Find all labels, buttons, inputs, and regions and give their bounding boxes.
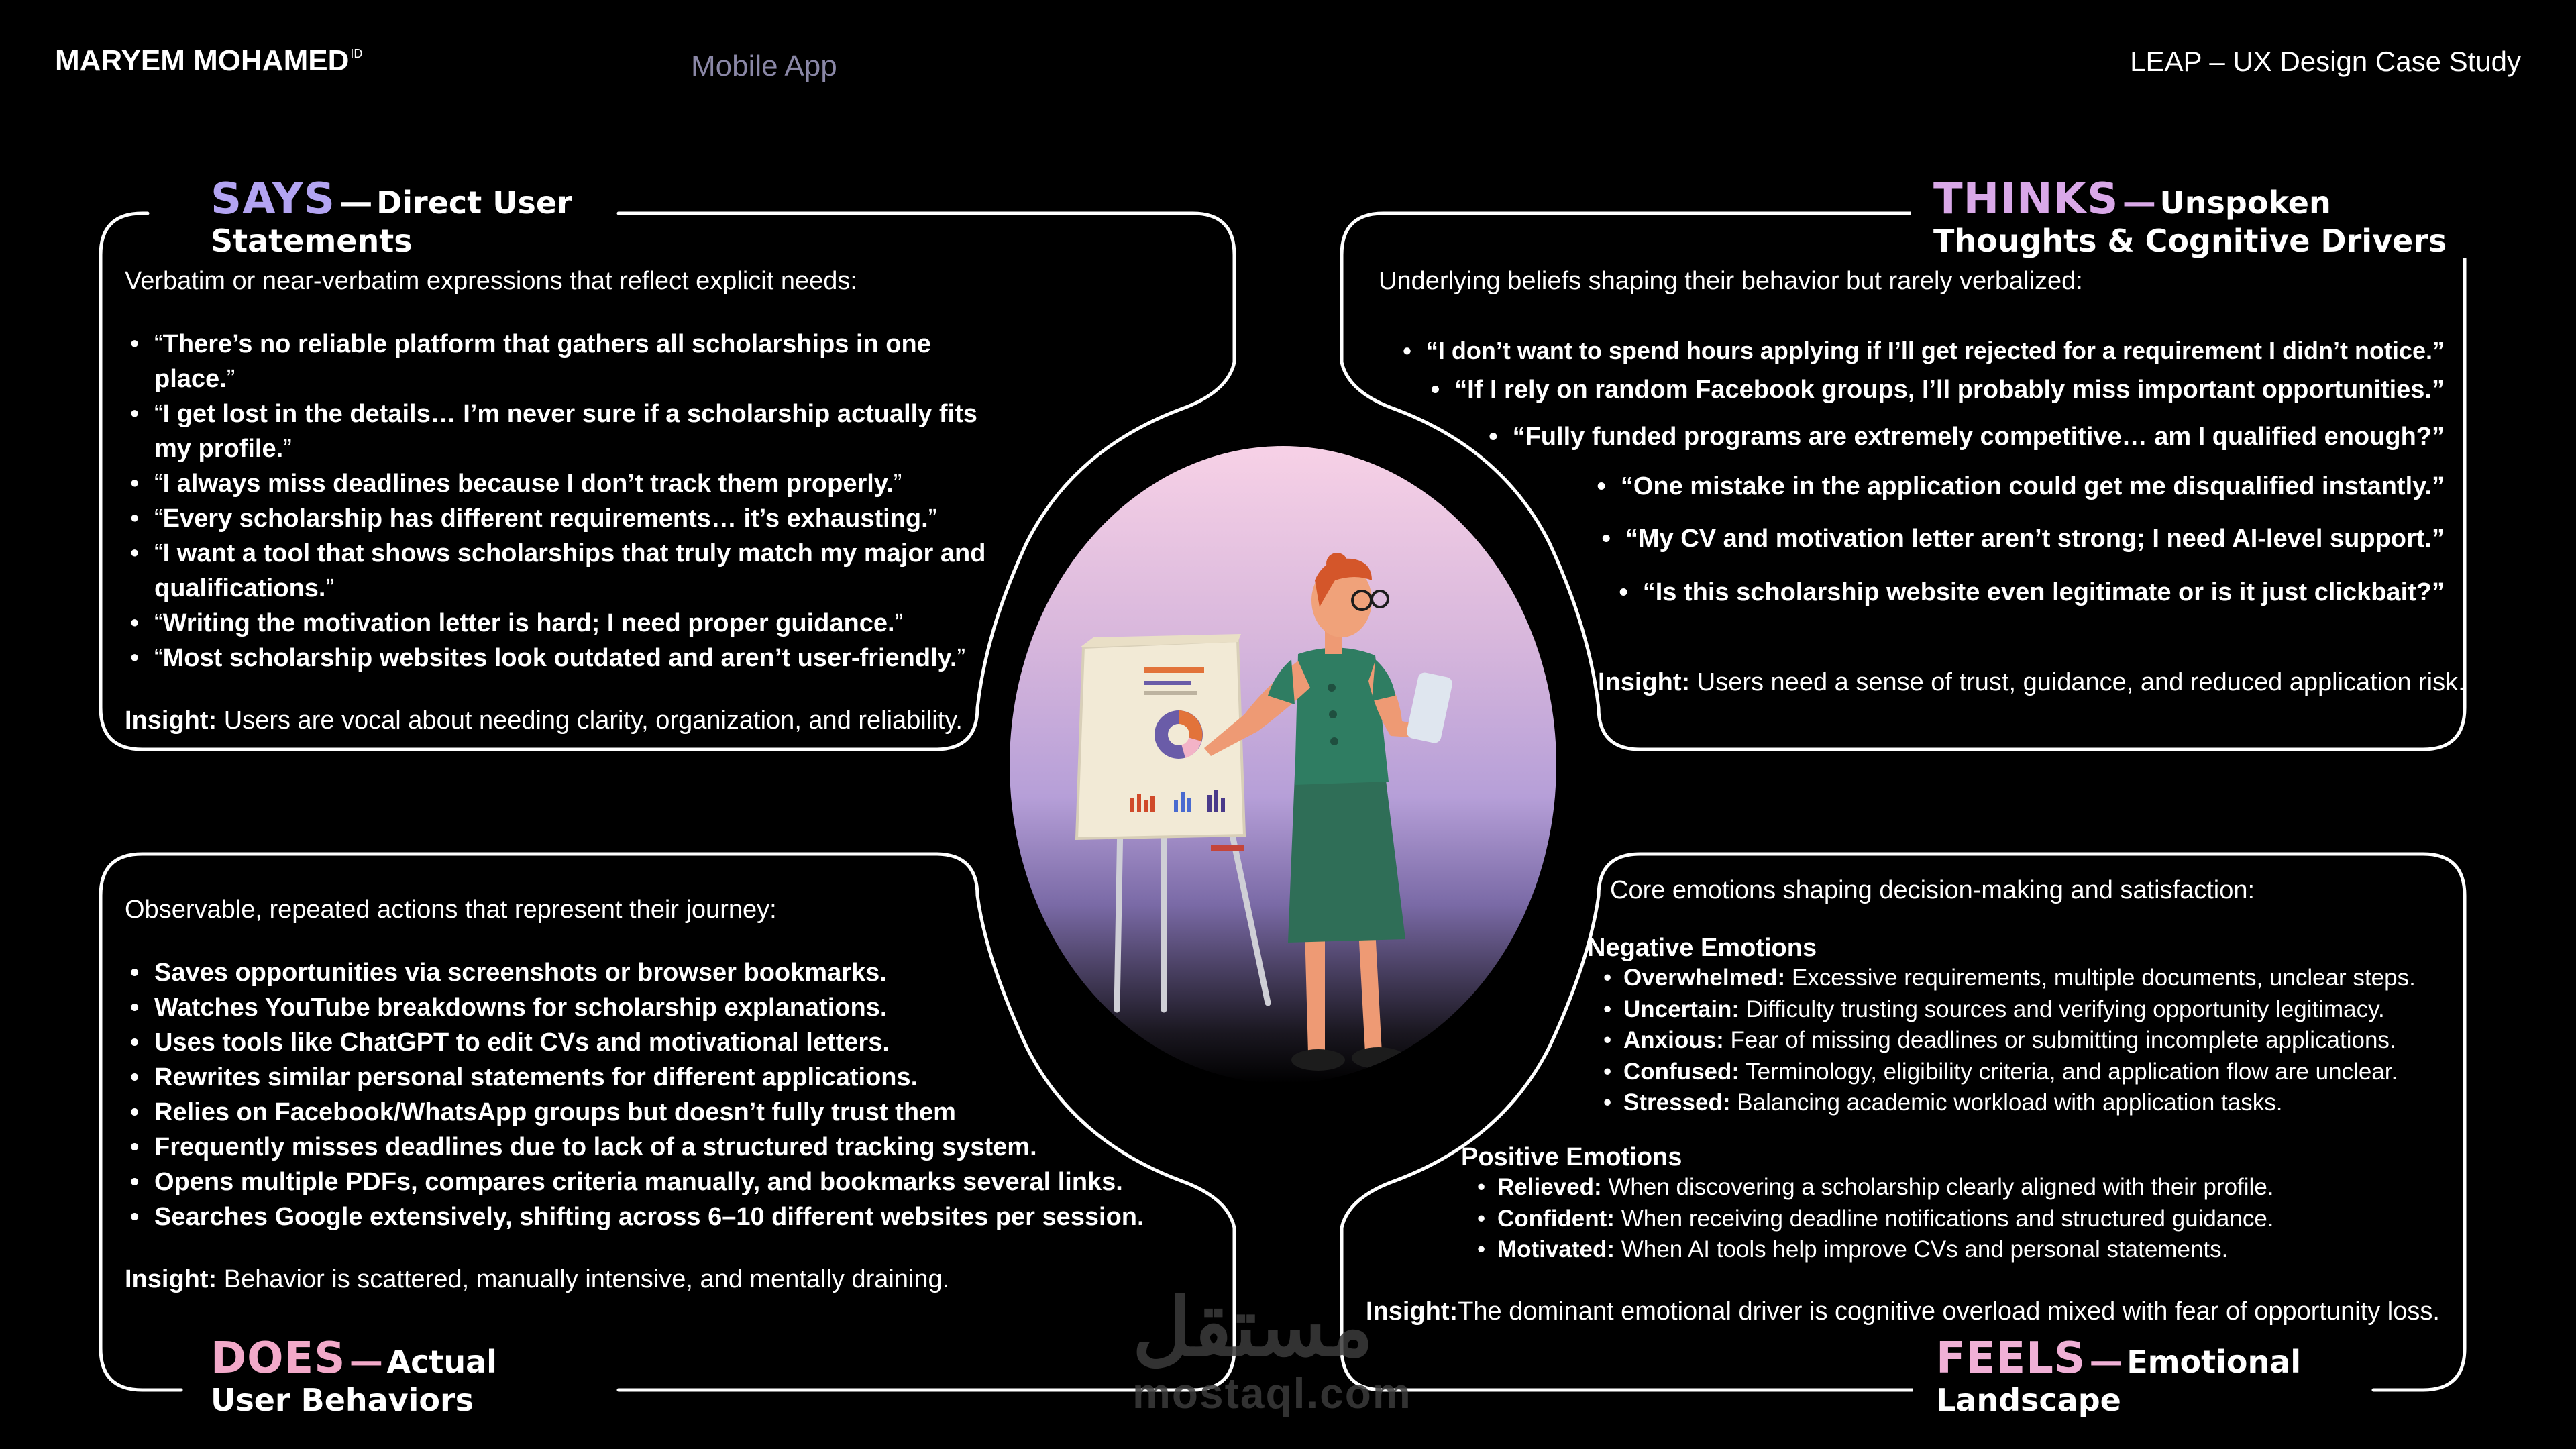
does-title-line2: User Behaviors	[211, 1381, 474, 1418]
quote-text: I want a tool that shows scholarships that truly match my major and qualifications.	[154, 539, 986, 602]
project-type: Mobile App	[691, 50, 837, 83]
author-name-text: MARYEM MOHAMED	[55, 44, 350, 77]
emotion-label: Uncertain:	[1623, 996, 1740, 1022]
emotion-item	[1599, 994, 2416, 1026]
says-dash: —	[339, 182, 373, 221]
emotion-item	[1599, 963, 2416, 994]
thinks-keyword: THINKS	[1933, 174, 2119, 224]
quote-text: There’s no reliable platform that gathers all scholarships in one place.	[154, 330, 931, 393]
quote-item: • “Every scholarship has different requirements… it’s exhausting.”	[125, 501, 1017, 536]
insight-label: Insight:	[125, 1265, 217, 1293]
quote-item: • “I get lost in the details… I’m never sure if a scholarship actually fits my profile.”	[125, 396, 1017, 466]
thinks-intro: Underlying beliefs shaping their behavior but rarely verbalized:	[1379, 267, 2083, 295]
emotion-label: Confident:	[1497, 1205, 1615, 1232]
does-title-line1: Actual	[386, 1344, 497, 1380]
quote-text: Every scholarship has different requirements… it’s exhausting.	[162, 504, 928, 533]
says-quote-list	[125, 327, 1017, 676]
positive-emotions-list	[1473, 1172, 2274, 1266]
insight-text: Behavior is scattered, manually intensive, and mentally draining.	[223, 1265, 950, 1293]
thinks-title-line2: Thoughts & Cognitive Drivers	[1933, 222, 2447, 259]
does-intro: Observable, repeated actions that represent their journey:	[125, 896, 777, 924]
insight-text: Users are vocal about needing clarity, organization, and reliability.	[223, 706, 963, 735]
behavior-item: • Saves opportunities via screenshots or browser bookmarks.	[125, 955, 1225, 990]
thinks-dash: —	[2122, 182, 2156, 221]
case-study-title: LEAP – UX Design Case Study	[2130, 46, 2521, 77]
author-name	[55, 44, 362, 78]
positive-emotions-heading: Positive Emotions	[1461, 1143, 1682, 1171]
feels-title-line2: Landscape	[1936, 1381, 2121, 1418]
emotion-label: Overwhelmed:	[1623, 965, 1786, 991]
thought-item: • “Fully funded programs are extremely competitive… am I qualified enough?”	[1331, 423, 2445, 472]
emotion-text: When discovering a scholarship clearly aligned with their profile.	[1608, 1174, 2274, 1200]
emotion-text: Terminology, eligibility criteria, and application flow are unclear.	[1746, 1058, 2398, 1085]
emotion-label: Anxious:	[1623, 1027, 1724, 1053]
emotion-label: Motivated:	[1497, 1236, 1615, 1263]
emotion-text: Excessive requirements, multiple documents, unclear steps.	[1791, 965, 2416, 991]
feels-dash: —	[2089, 1342, 2123, 1381]
thought-item: • “My CV and motivation letter aren’t strong; I need AI-level support.”	[1331, 525, 2445, 578]
thinks-list	[1331, 337, 2445, 607]
feels-intro: Core emotions shaping decision-making and satisfaction:	[1610, 876, 2255, 904]
emotion-item	[1473, 1234, 2274, 1266]
thought-item: • “Is this scholarship website even legitimate or is it just clickbait?”	[1331, 578, 2445, 607]
quote-item: • “There’s no reliable platform that gathers all scholarships in one place.”	[125, 327, 1017, 396]
emotion-item	[1473, 1172, 2274, 1203]
negative-emotions-heading: Negative Emotions	[1587, 934, 1817, 962]
emotion-item	[1599, 1057, 2416, 1088]
thought-item: • “If I rely on random Facebook groups, I’ll probably miss important opportunities.”	[1331, 376, 2445, 423]
says-intro: Verbatim or near-verbatim expressions that reflect explicit needs:	[125, 267, 857, 295]
quote-text: I get lost in the details… I’m never sure if a scholarship actually fits my profile.	[154, 400, 977, 463]
quote-item: • “Writing the motivation letter is hard; I need proper guidance.”	[125, 606, 1017, 641]
behavior-item: • Relies on Facebook/WhatsApp groups but doesn’t fully trust them	[125, 1095, 1225, 1130]
behavior-item: • Uses tools like ChatGPT to edit CVs and motivational letters.	[125, 1025, 1225, 1060]
thinks-title-line1: Unspoken	[2159, 184, 2331, 221]
behavior-item: • Watches YouTube breakdowns for scholarship explanations.	[125, 990, 1225, 1025]
insight-label: Insight:	[125, 706, 217, 735]
watermark-logo: مستقل	[1132, 1283, 1374, 1373]
emotion-item	[1599, 1087, 2416, 1119]
does-insight	[125, 1265, 1225, 1294]
quote-text: Writing the motivation letter is hard; I need proper guidance.	[162, 609, 895, 637]
feels-title-line1: Emotional	[2127, 1344, 2302, 1380]
feels-heading	[1913, 1335, 2324, 1417]
emotion-text: When receiving deadline notifications and structured guidance.	[1621, 1205, 2274, 1232]
behavior-item: • Frequently misses deadlines due to lack of a structured tracking system.	[125, 1130, 1225, 1165]
thought-item: • “I don’t want to spend hours applying if I’ll get rejected for a requirement I didn’t notice.”	[1331, 337, 2445, 377]
thinks-insight	[1598, 668, 2465, 697]
does-keyword: DOES	[211, 1334, 346, 1383]
behavior-item: • Rewrites similar personal statements for different applications.	[125, 1060, 1225, 1095]
thought-item: • “One mistake in the application could get me disqualified instantly.”	[1331, 472, 2445, 525]
emotion-item	[1473, 1203, 2274, 1235]
insight-text: Users need a sense of trust, guidance, and reduced application risk.	[1697, 668, 2465, 696]
negative-emotions	[1587, 934, 2416, 1119]
quote-item: • “Most scholarship websites look outdated and aren’t user-friendly.”	[125, 641, 1017, 676]
says-title-line1: Direct User	[376, 184, 572, 221]
positive-emotions	[1461, 1143, 2274, 1266]
quote-text: Most scholarship websites look outdated and aren’t user-friendly.	[162, 644, 957, 672]
insight-text: The dominant emotional driver is cognitive overload mixed with fear of opportunity loss.	[1458, 1297, 2440, 1326]
emotion-item	[1599, 1025, 2416, 1057]
does-behavior-list	[125, 955, 1225, 1234]
emotion-label: Stressed:	[1623, 1089, 1731, 1116]
says-heading	[188, 176, 595, 258]
quote-text: I always miss deadlines because I don’t track them properly.	[162, 470, 894, 498]
does-panel	[125, 896, 1225, 1294]
behavior-item: • Searches Google extensively, shifting across 6–10 different websites per session.	[125, 1199, 1225, 1234]
emotion-text: Fear of missing deadlines or submitting incomplete applications.	[1730, 1027, 2396, 1053]
negative-emotions-list	[1599, 963, 2416, 1119]
emotion-text: Balancing academic workload with application tasks.	[1737, 1089, 2283, 1116]
says-insight	[125, 706, 1017, 735]
brand-mark: ID	[350, 47, 363, 60]
emotion-label: Relieved:	[1497, 1174, 1602, 1200]
does-heading	[188, 1335, 520, 1417]
insight-label: Insight:	[1598, 668, 1690, 696]
emotion-text: Difficulty trusting sources and verifying opportunity legitimacy.	[1746, 996, 2385, 1022]
behavior-item: • Opens multiple PDFs, compares criteria manually, and bookmarks several links.	[125, 1165, 1225, 1199]
quote-item: • “I want a tool that shows scholarships that truly match my major and qualifications.”	[125, 536, 1017, 606]
insight-label: Insight:	[1366, 1297, 1458, 1326]
quote-item: • “I always miss deadlines because I don’t track them properly.”	[125, 466, 1017, 501]
emotion-label: Confused:	[1623, 1058, 1740, 1085]
watermark-url: mostaql.com	[1132, 1369, 1412, 1417]
emotion-text: When AI tools help improve CVs and personal statements.	[1621, 1236, 2229, 1263]
says-panel	[125, 267, 1017, 735]
feels-keyword: FEELS	[1936, 1334, 2086, 1383]
says-keyword: SAYS	[211, 174, 335, 224]
feels-insight	[1366, 1293, 2453, 1330]
does-dash: —	[349, 1342, 383, 1381]
thinks-heading	[1911, 176, 2469, 258]
says-title-line2: Statements	[211, 222, 413, 259]
